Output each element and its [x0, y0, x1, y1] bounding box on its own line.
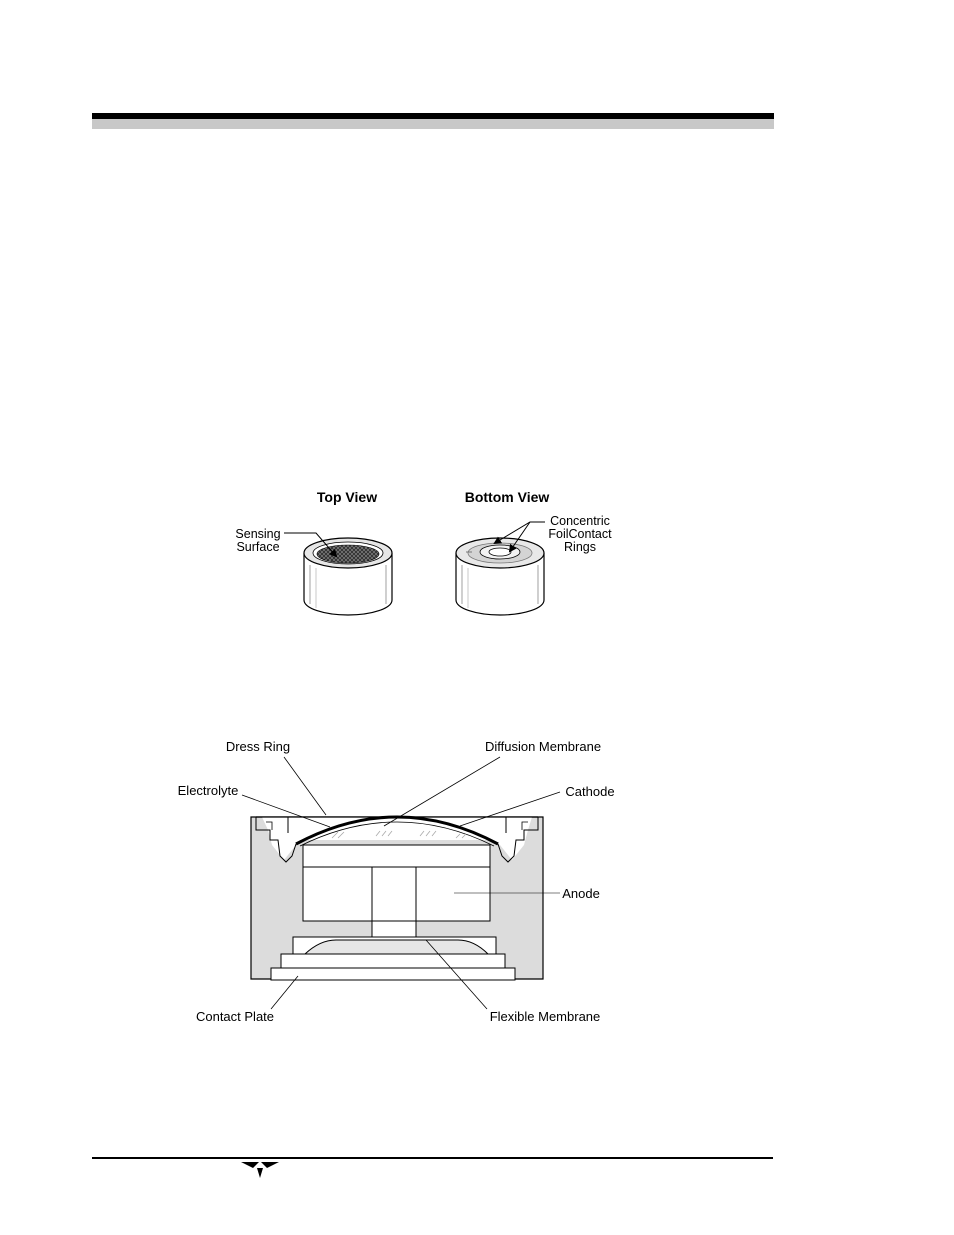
top-view-title: Top View	[316, 489, 378, 505]
company-logo-icon	[240, 1160, 280, 1180]
contact-plate	[271, 968, 515, 980]
flexible-membrane-label: Flexible Membrane	[489, 1009, 601, 1024]
cathode-label: Cathode	[565, 784, 615, 799]
bottom-view-cylinder	[456, 538, 544, 615]
sensing-surface	[317, 545, 379, 563]
dress-ring-leader	[284, 757, 326, 815]
anode-label: Anode	[562, 886, 600, 901]
electrolyte-label: Electrolyte	[177, 783, 239, 798]
footer-rule	[92, 1157, 773, 1159]
sensor-cross-section	[251, 817, 543, 980]
anode-block	[303, 867, 490, 921]
flexible-membrane	[305, 940, 488, 954]
diffusion-membrane-label: Diffusion Membrane	[484, 739, 602, 754]
foil-contact-ring-inner	[489, 548, 511, 556]
diffusion-membrane-leader	[384, 757, 500, 826]
top-view-cylinder	[304, 538, 392, 615]
bottom-view-title: Bottom View	[464, 489, 550, 505]
contact-plate-leader	[271, 976, 298, 1009]
sensing-surface-label-2: Surface	[236, 540, 280, 554]
rings-label-1: Concentric	[550, 514, 610, 528]
rings-label-2: FoilContact	[548, 527, 612, 541]
sensing-surface-label-1: Sensing	[235, 527, 281, 541]
rings-label-3: Rings	[564, 540, 596, 554]
dress-ring-label: Dress Ring	[225, 739, 291, 754]
contact-plate-label: Contact Plate	[195, 1009, 275, 1024]
